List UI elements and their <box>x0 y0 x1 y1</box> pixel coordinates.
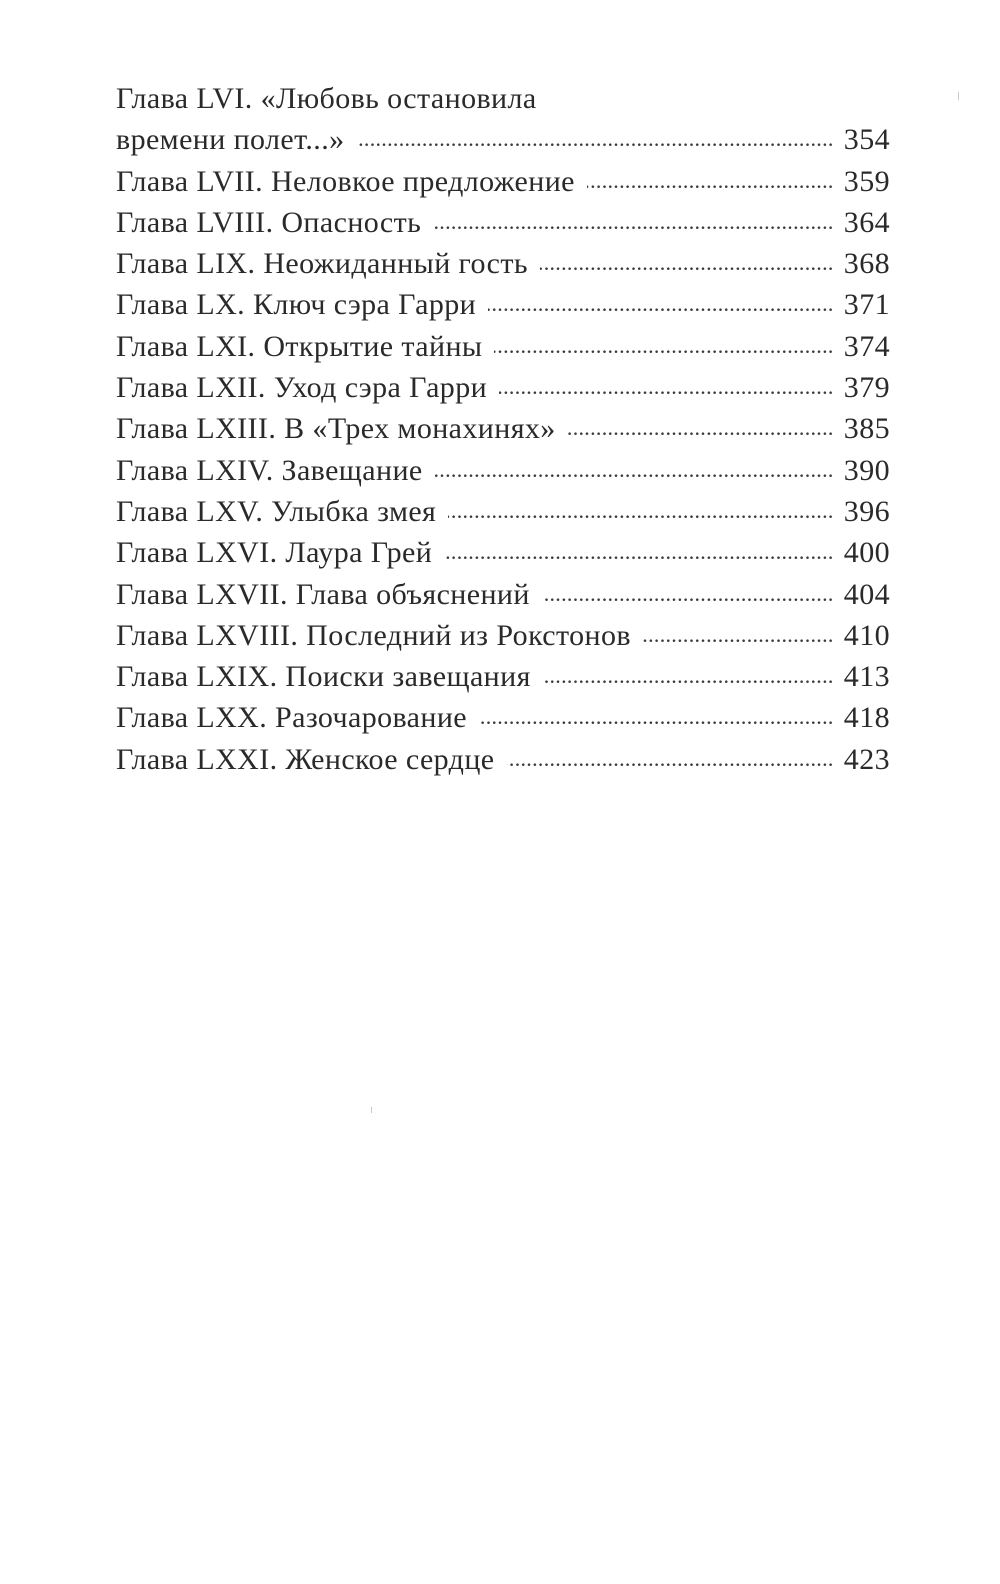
dot-leader <box>494 336 831 356</box>
toc-entry <box>116 284 890 325</box>
toc-entry-page-number: 359 <box>843 164 890 198</box>
dot-leader <box>540 253 832 273</box>
toc-entry-line <box>116 615 890 656</box>
toc-entry-page-number: 423 <box>843 742 890 776</box>
toc-entry-page-number: 374 <box>843 329 890 363</box>
toc-entry-title: Глава LXVII. Глава объяснений <box>116 577 530 611</box>
scan-speck <box>371 1107 372 1113</box>
toc-entry-title: Глава LXII. Уход сэра Гарри <box>116 371 488 405</box>
dot-leader <box>587 171 832 191</box>
toc-entry-line <box>116 119 890 160</box>
scan-speck <box>958 92 959 100</box>
toc-entry-line <box>116 284 890 325</box>
table-of-contents <box>116 78 890 780</box>
dot-leader <box>542 584 832 604</box>
dot-leader <box>488 294 832 314</box>
toc-entry-title: Глава LIX. Неожиданный гость <box>116 247 528 281</box>
toc-entry-page-number: 404 <box>843 577 890 611</box>
toc-entry-line <box>116 491 890 532</box>
toc-entry <box>116 697 890 738</box>
toc-entry-line <box>116 697 890 738</box>
toc-entry-line <box>116 161 890 202</box>
toc-entry-line <box>116 656 890 697</box>
toc-entry-page-number: 410 <box>843 618 890 652</box>
dot-leader <box>479 707 832 727</box>
toc-entry <box>116 615 890 656</box>
toc-entry-title: Глава LXV. Улыбка змея <box>116 494 437 528</box>
toc-entry-page-number: 364 <box>843 205 890 239</box>
toc-entry-page-number: 396 <box>843 494 890 528</box>
toc-entry-title: Глава LXVIII. Последний из Рокстонов <box>116 618 631 652</box>
toc-entry-title: Глава LXVI. Лаура Грей <box>116 536 433 570</box>
toc-entry-title-first-line: Глава LVI. «Любовь остановила <box>116 82 537 115</box>
toc-entry <box>116 656 890 697</box>
dot-leader <box>433 212 832 232</box>
toc-entry <box>116 574 890 615</box>
toc-entry-page-number: 418 <box>843 701 890 735</box>
toc-entry-line <box>116 408 890 449</box>
toc-entry <box>116 367 890 408</box>
dot-leader <box>643 625 832 645</box>
toc-entry-line <box>116 532 890 573</box>
toc-entry <box>116 78 890 161</box>
toc-entry <box>116 243 890 284</box>
toc-entry-title: Глава LX. Ключ сэра Гарри <box>116 288 477 322</box>
toc-entry-title: Глава LXXI. Женское сердце <box>116 742 495 776</box>
toc-entry-title: Глава LVII. Неловкое предложение <box>116 164 575 198</box>
dot-leader <box>444 542 832 562</box>
toc-entry-title: Глава LXI. Открытие тайны <box>116 329 483 363</box>
toc-entry-page-number: 354 <box>843 123 890 157</box>
toc-entry <box>116 202 890 243</box>
toc-entry <box>116 408 890 449</box>
toc-entry-page-number: 385 <box>843 412 890 446</box>
toc-entry-first-line <box>116 78 890 119</box>
toc-entry-title: Глава LXIII. В «Трех монахинях» <box>116 412 556 446</box>
toc-entry-title: времени полет...» <box>116 123 345 157</box>
toc-entry <box>116 326 890 367</box>
toc-entry <box>116 491 890 532</box>
dot-leader <box>357 129 832 149</box>
toc-entry-page-number: 368 <box>843 247 890 281</box>
dot-leader <box>507 749 832 769</box>
toc-entry-line <box>116 202 890 243</box>
toc-entry-line <box>116 243 890 284</box>
toc-entry <box>116 161 890 202</box>
toc-entry-title: Глава LXIX. Поиски завещания <box>116 660 531 694</box>
toc-entry-line <box>116 326 890 367</box>
toc-entry-page-number: 413 <box>843 660 890 694</box>
dot-leader <box>435 460 832 480</box>
toc-entry-page-number: 371 <box>843 288 890 322</box>
dot-leader <box>543 666 832 686</box>
toc-entry-page-number: 379 <box>843 371 890 405</box>
toc-entry-title: Глава LXIV. Завещание <box>116 453 423 487</box>
toc-entry <box>116 450 890 491</box>
toc-entry-title: Глава LVIII. Опасность <box>116 205 422 239</box>
toc-entry-line <box>116 450 890 491</box>
dot-leader <box>448 501 832 521</box>
toc-entry-line <box>116 574 890 615</box>
toc-entry-page-number: 400 <box>843 536 890 570</box>
toc-entry <box>116 739 890 780</box>
toc-entry-page-number: 390 <box>843 453 890 487</box>
toc-entry-title: Глава LXX. Разочарование <box>116 701 468 735</box>
dot-leader <box>499 377 832 397</box>
toc-entry <box>116 532 890 573</box>
dot-leader <box>568 418 832 438</box>
toc-entry-line <box>116 367 890 408</box>
toc-entry-line <box>116 739 890 780</box>
